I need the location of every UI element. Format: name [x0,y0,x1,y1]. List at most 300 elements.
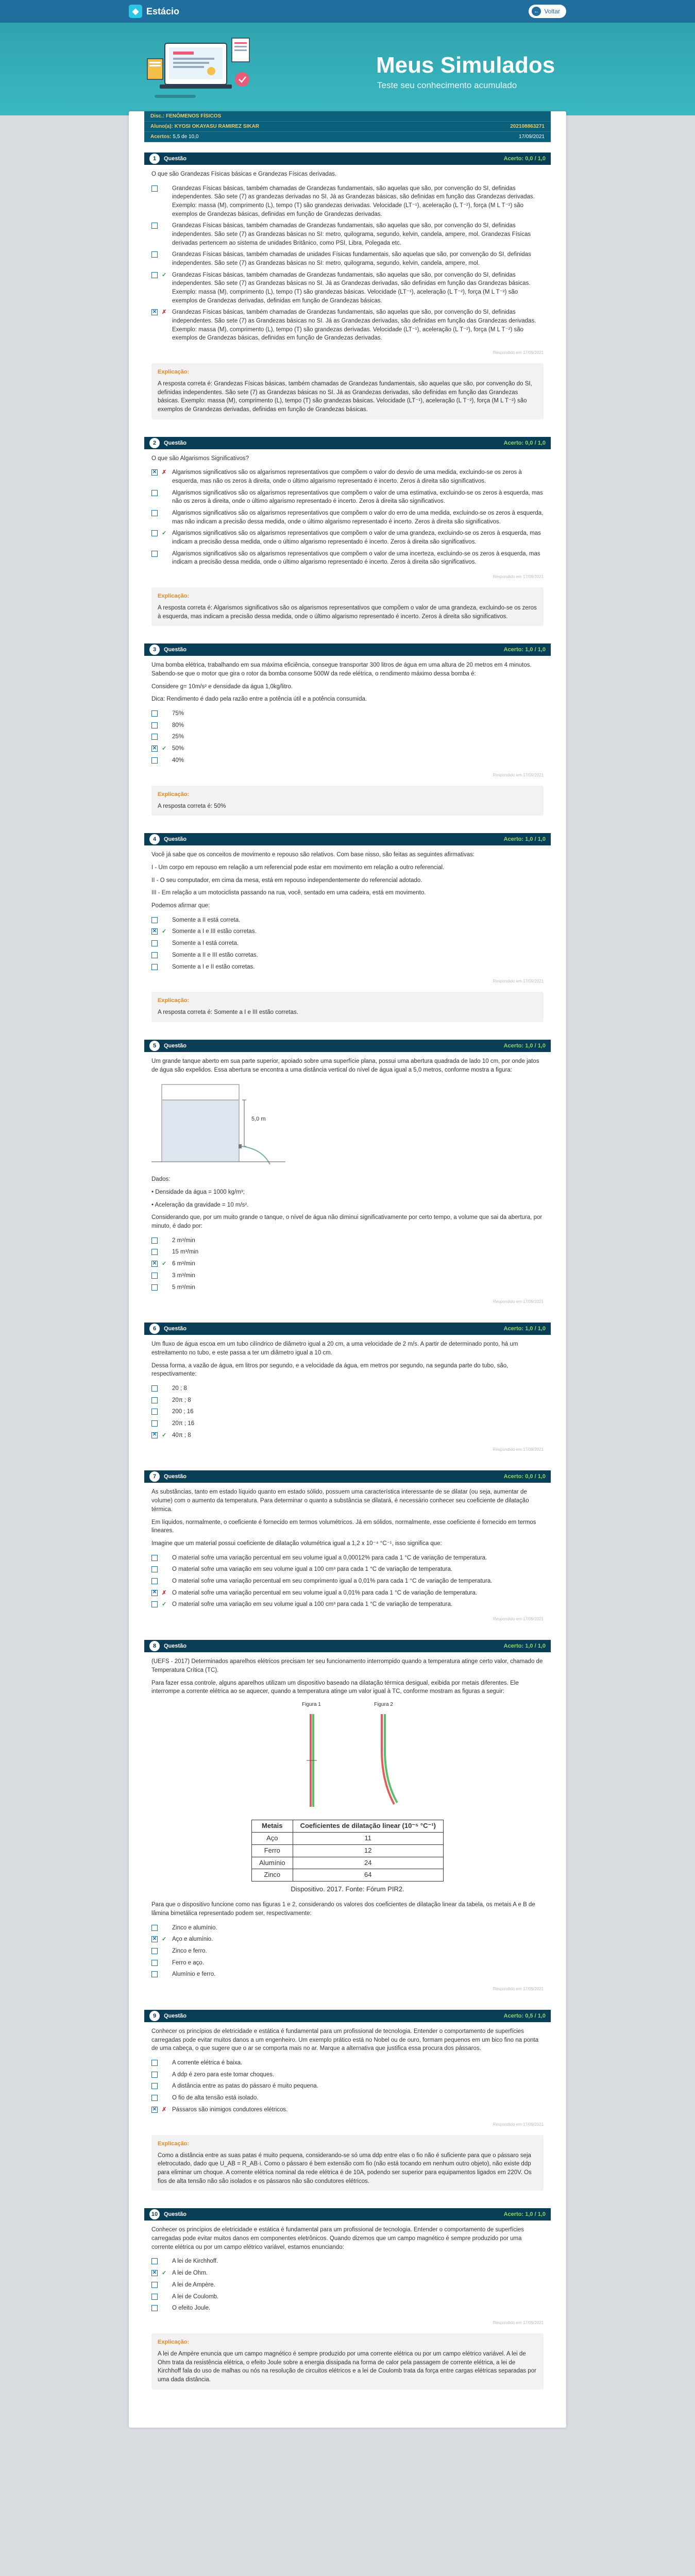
table-cell: 12 [293,1844,443,1857]
answer-option[interactable] [151,2069,544,2081]
answer-checkbox[interactable] [151,2060,158,2066]
table-cell: Ferro [251,1844,293,1857]
answer-checkbox[interactable] [151,272,158,278]
answer-option[interactable] [151,950,544,961]
answer-option-text: 3 m³/min [172,1272,195,1279]
answer-option[interactable] [151,307,544,344]
question-text: Em líquidos, normalmente, o coeficiente é fornecido em termos volumétricos. Já em sólidos, normalmente, esse coeficiente é fornecido em termos lineares. [151,1519,536,1534]
page-subtitle: Teste seu conhecimento acumulado [377,80,517,90]
answer-checkbox[interactable] [151,1948,158,1954]
answer-checkbox[interactable] [151,2294,158,2300]
question-number: 2 [149,438,160,448]
student-label: Aluno(a): [150,124,173,129]
answer-option[interactable] [151,914,544,926]
answered-at: Respondido em 17/09/2021 [493,1299,544,1304]
answer-option[interactable] [151,1246,544,1258]
answer-option[interactable] [151,1552,544,1564]
question-text: I - Um corpo em repouso em relação a um referencial pode estar em movimento em relação a outro referencial. [151,864,445,871]
answer-option-text: 40π ; 8 [172,1432,191,1438]
correct-check-icon: ✓ [162,745,167,752]
answer-option-text: A lei de Coulomb. [172,2293,219,2300]
table-row [251,1844,443,1857]
question-label: Questão [164,2211,187,2218]
answer-option-text: Grandezas Físicas básicas, também chamadas de Grandezas fundamentais, são aquelas que são, por convenção do SI, definidas independentes. São sete (7) as Grandezas básicas no SI. Já as Grandezas derivadas, são definidas em função das Grandezas básicas. Exemplo: massa (M), comprimento (L), tempo (T) são grandezas básicas. Velocidade (LT⁻¹), aceleração (L T⁻²), força (M L T⁻²) são exemplos de Grandezas derivadas, definidas em função de Grandezas básicas. [172,272,531,304]
question-score: Acerto: 1,0 / 1,0 [503,1643,546,1650]
explanation-box [151,587,544,626]
question-text: Conhecer os princípios de eletricidade e estática é fundamental para um profissional de tecnologia. Entender o comportamento de superfícies carregadas pode evitar muitos danos a um engenheiro. Um exemplo prático está no Nobel ou de ouro, formam pequenos em um bico fino na ponta de uma cabeça, o que sugere que o ar se comporta mais no ar. Marque a alternativa que justifica essa procura dos pássaros. [151,2028,539,2052]
answer-checkbox[interactable] [151,1578,158,1584]
answer-option[interactable] [151,269,544,307]
answer-option[interactable] [151,1258,544,1270]
explanation-box [151,2333,544,2389]
answer-option[interactable] [151,1383,544,1395]
answer-option[interactable] [151,1969,544,1980]
question-body [144,1052,551,1298]
answer-option[interactable] [151,467,544,487]
answer-option[interactable] [151,1957,544,1969]
answer-option[interactable] [151,1282,544,1294]
question-block [144,833,551,1022]
answer-option[interactable] [151,1235,544,1247]
question-number: 1 [149,154,160,164]
answer-option-text: 20π ; 8 [172,1397,191,1403]
question-label: Questão [164,1473,187,1480]
main-content [129,111,566,2428]
answer-option[interactable] [151,249,544,269]
question-header [144,1470,551,1483]
answer-option[interactable] [151,183,544,221]
question-number: 8 [149,1641,160,1651]
answer-option[interactable] [151,2291,544,2303]
question-text: As substâncias, tanto em estado líquido quanto em estado sólido, possuem uma característica interessante de se dilatar (ou seja, aumentar de volume) com o aumento da temperatura. Para determinar o quanto a substância se dilatará, é necessário conhecer seu coeficiente de dilatação térmica. [151,1489,529,1513]
answer-option[interactable] [151,743,544,755]
explanation-title: Explicação: [158,791,190,798]
answer-checkbox[interactable] [151,917,158,923]
answer-option[interactable] [151,1934,544,1945]
answer-option[interactable] [151,1922,544,1934]
explanation-text: A resposta correta é: Grandezas Físicas básicas, também chamadas de Grandezas fundamentais, são aquelas que são, por convenção do SI, definidas independentes. São sete (7) as Grandezas básicas no SI. Já as Grandezas derivadas, são definidas em função das Grandezas básicas. Exemplo: massa (M), comprimento (L), tempo (T) são grandezas básicas. Velocidade (LT⁻¹), aceleração (L T⁻²), força (M L T⁻²) são exemplos de Grandezas derivadas, definidas em função de Grandezas básicas. [158,381,532,413]
table-header: Coeficientes de dilatação linear (10⁻⁵ °C⁻¹) [293,1820,443,1833]
answer-checkbox[interactable] [151,1420,158,1427]
answer-option[interactable] [151,2057,544,2069]
answer-checkbox[interactable]: ✕ [152,2106,157,2112]
answer-option-text: O material sofre uma variação percentual em seu volume igual a 0,00012% para cada 1 °C de variação de temperatura. [172,1554,487,1561]
answer-option-text: A corrente elétrica é baixa. [172,2060,243,2066]
question-body [144,2022,551,2121]
answered-at: Respondido em 17/09/2021 [493,772,544,777]
question-number: 5 [149,1041,160,1051]
answered-at: Respondido em 17/09/2021 [493,2320,544,2326]
question-text: Considerando que, por um muito grande o tanque, o nível de água não diminui significativamente por certo tempo, a volume que sai da abertura, por minuto, é dado por: [151,1214,543,1229]
bimetal-strip-icon [291,1709,332,1812]
answer-option-text: Algarismos significativos são os algarismos representativos que compõem o valor do desvio de uma medida, excluindo-se os zeros à esquerda, mas não os zeros à direita, onde o último algarismo representado é incerto. Zeros à direita são significativos. [172,469,522,485]
answer-option[interactable] [151,926,544,938]
answer-option-text: 80% [172,722,184,728]
question-block [144,2208,551,2389]
back-button-label: Voltar [544,8,560,15]
answer-option-text: Zinco e ferro. [172,1948,207,1955]
data-line: • Densidade da água = 1000 kg/m³; [151,1189,245,1195]
answer-checkbox[interactable] [151,251,158,258]
correct-check-icon: ✓ [162,530,167,537]
answer-option[interactable] [151,755,544,767]
hero-banner [0,23,695,115]
question-text: Dica: Rendimento é dado pela razão entre a potência útil e a potência consumida. [151,696,367,703]
question-text: Uma bomba elétrica, trabalhando em sua máxima eficiência, consegue transportar 300 litros de água em uma altura de 20 metros em 4 minutos. Sabendo-se que o motor que gira o rotor da bomba consome 500W da rede elétrica, o rendimento máximo dessa bomba é: [151,662,532,677]
explanation-title: Explicação: [158,997,190,1004]
question-label: Questão [164,836,187,843]
answer-checkbox[interactable] [151,1925,158,1931]
answer-option[interactable] [151,548,544,568]
question-body [144,845,551,978]
answer-option[interactable] [151,2080,544,2092]
student-name: KYOSI OKAYASU RAMIREZ SIKAR [174,124,259,129]
question-body [144,656,551,771]
explanation-text: A resposta correta é: Somente a I e III estão corretas. [158,1009,298,1016]
question-block [144,643,551,816]
answer-checkbox[interactable]: ✕ [152,309,157,315]
question-block [144,1640,551,1992]
explanation-title: Explicação: [158,593,190,600]
discipline-label: Disc.: [150,113,165,119]
questions-list [144,152,551,2389]
answer-checkbox[interactable] [151,964,158,970]
answer-checkbox[interactable] [151,1385,158,1392]
bimetal-strip-icon [363,1709,404,1812]
answer-checkbox[interactable]: ✕ [152,1432,157,1438]
answer-option-text: 50% [172,745,184,752]
answer-option[interactable] [151,1430,544,1442]
answer-checkbox[interactable] [151,223,158,229]
question-header [144,2010,551,2022]
answer-checkbox[interactable] [151,940,158,946]
question-score: Acerto: 0,0 / 1,0 [503,439,546,446]
answer-checkbox[interactable] [151,2282,158,2288]
answer-option-text: O material sofre uma variação percentual em seu comprimento igual a 0,01% para cada 1 °C de variação de temperatura. [172,1578,493,1584]
question-label: Questão [164,1643,187,1650]
table-row [251,1869,443,1882]
answered-at: Respondido em 17/09/2021 [493,2122,544,2127]
answer-option-text: O material sofre uma variação em seu volume igual a 100 cm³ para cada 1 °C de variação de temperatura. [172,1566,453,1573]
question-body [144,1652,551,1986]
answer-option[interactable] [151,2092,544,2104]
question-number: 6 [149,1324,160,1334]
answer-options [151,1235,544,1294]
answered-at: Respondido em 17/09/2021 [493,350,544,355]
arrow-left-icon: ← [532,7,541,16]
answer-checkbox[interactable]: ✕ [152,2269,157,2276]
answer-option-text: Algarismos significativos são os algarismos representativos que compõem o valor de uma estimativa, excluindo-se os zeros à esquerda, mas não os zeros à direita, onde o último algarismo representado é incerto. Zeros à direita são significativos. [172,489,543,505]
answer-option-text: O efeito Joule. [172,2305,211,2312]
answer-checkbox[interactable]: ✕ [152,469,157,476]
question-text: O que são Grandezas Físicas básicas e Grandezas Físicas derivadas. [151,171,337,177]
answer-option[interactable] [151,1406,544,1418]
answer-option[interactable] [151,2302,544,2314]
answer-option-text: Somente a I e II estão corretas. [172,963,255,970]
answer-options [151,914,544,973]
question-text: Imagine que um material possui coeficiente de dilatação volumétrica igual a 1,2 x 10⁻⁴ °C⁻¹, isso significa que: [151,1540,442,1547]
question-block [144,1470,551,1622]
answer-checkbox[interactable] [151,2258,158,2264]
answer-option-text: A lei de Ampère. [172,2282,215,2289]
answer-option[interactable] [151,528,544,548]
answer-options [151,2057,544,2116]
answer-checkbox[interactable] [151,2072,158,2078]
answer-checkbox[interactable] [151,952,158,958]
answer-option-text: 2 m³/min [172,1237,195,1244]
answer-checkbox[interactable]: ✕ [152,1936,157,1942]
correct-check-icon: ✓ [162,1601,167,1608]
answer-checkbox[interactable] [151,757,158,764]
answer-option[interactable] [151,2256,544,2267]
explanation-box [151,2135,544,2191]
answer-checkbox[interactable]: ✕ [152,1589,157,1596]
correct-check-icon: ✓ [162,1432,167,1438]
answer-option-text: Aço e alumínio. [172,1936,213,1943]
answered-at: Respondido em 17/09/2021 [493,979,544,984]
question-score: Acerto: 0,0 / 1,0 [503,156,546,162]
tank-diagram-icon [151,1079,285,1167]
correct-check-icon: ✓ [162,272,167,278]
answer-checkbox[interactable]: ✕ [152,745,157,751]
answer-option-text: A ddp é zero para este tomar choques. [172,2071,275,2078]
wrong-x-icon: ✗ [162,309,167,316]
table-header: Metais [251,1820,293,1833]
answer-checkbox[interactable] [151,185,158,192]
answer-option[interactable] [151,1599,544,1611]
question-text: O que são Algarismos Significativos? [151,455,249,462]
question-text: Um grande tanque aberto em sua parte superior, apoiado sobre uma superfície plana, possui uma abertura quadrada de lado 10 cm, por onde jatos de água são expelidos. Essa abertura se encontra a uma distância vertical do nível de água igual a 5,0 metros, conforme mostra a figura: [151,1058,539,1073]
bimetal-figure-2 [363,1701,404,1815]
explanation-title: Explicação: [158,369,190,376]
answer-option[interactable] [151,1945,544,1957]
answer-option-text: O fio de alta tensão está isolado. [172,2095,259,2102]
question-text: Podemos afirmar que: [151,903,210,909]
table-cell: Alumínio [251,1857,293,1869]
answer-option-text: A lei de Kirchhoff. [172,2258,218,2265]
answer-option-text: Grandezas Físicas básicas, também chamadas de Grandezas fundamentais, são aquelas que são, por convenção do SI, definidas independentes. São sete (7) as Grandezas básicas no SI. Já as Grandezas derivadas, são definidas em função das Grandezas derivadas. Exemplo: massa (M), comprimento (L), tempo (T) são grandezas derivadas. Velocidade (LT⁻¹), aceleração (L T⁻²), força (M L T⁻²) são exemplos de Grandezas básicas, definidas em função de Grandezas derivadas. [172,309,536,342]
question-score: Acerto: 0,0 / 1,0 [503,1473,546,1480]
answer-option[interactable] [151,938,544,950]
question-block [144,1323,551,1453]
discipline-value: FENÔMENOS FÍSICOS [166,113,222,119]
back-button[interactable] [529,5,566,18]
question-header [144,437,551,449]
question-body [144,2221,551,2319]
answer-checkbox[interactable] [151,722,158,728]
answer-checkbox[interactable] [151,734,158,740]
answer-option[interactable] [151,708,544,720]
answer-option-text: Alumínio e ferro. [172,1971,216,1978]
answer-option[interactable] [151,1575,544,1587]
question-block [144,1040,551,1305]
explanation-text: A lei de Ampère enuncia que um campo magnético é sempre produzido por uma corrente elétrica ou por um campo elétrico variável. A lei de Ohm trata da resistência elétrica, o efeito Joule sobre a energia dissipada na forma de calor pela passagem de corrente elétrica, a lei de Kirchhoff fala do uso de malhas ou nós na resolução de circuitos elétricos e a lei de Coulomb trata da força entre cargas elétricas separadas por uma dada distância. [158,2350,536,2383]
answer-option-text: Somente a I está correta. [172,940,239,947]
answer-option-text: O material sofre uma variação percentual em seu volume igual a 0,01% para cada 1 °C de variação de temperatura. [172,1589,478,1596]
answer-checkbox[interactable] [151,1555,158,1561]
question-score: Acerto: 1,0 / 1,0 [503,1326,546,1332]
answer-checkbox[interactable] [151,2305,158,2311]
question-body [144,1335,551,1446]
answer-checkbox[interactable] [151,490,158,496]
question-number: 10 [149,2209,160,2219]
answer-options [151,183,544,344]
answer-option-text: 40% [172,757,184,764]
answer-option-text: Grandezas Físicas básicas, também chamadas de Grandezas fundamentais, são aquelas que são, por convenção do SI, definidas independentes. São sete (7) as grandezas derivadas no SI. Já as Grandezas básicas, são definidas em função das Grandezas derivadas. Exemplo: massa (M), comprimento (L), tempo (T) são grandezas derivadas. Velocidade (LT⁻¹), aceleração (L T⁻²), força (M L T⁻²) são exemplos de Grandezas básicas, definidas em função de Grandezas derivadas. [172,185,535,217]
table-cell: Aço [251,1832,293,1844]
explanation-text: Como a distância entre as suas patas é muito pequena, considerando-se só uma ddp entre elas o fio não é suficiente para que o pássaro seja eletrocutado, dado que U_AB = R_AB·i. Como o pássaro é bem extensão com fio (não está tocando em nenhum outro objeto), não existe ddp para eliminar um choque. A corrente elétrica nominal da rede elétrica é de 10A, podendo ser superior para equipamentos ligados em 220V. Os fios de alta tensão não são isolados e os pássaros não são condutores elétricos. [158,2152,532,2184]
data-line: • Aceleração da gravidade = 10 m/s². [151,1201,249,1208]
answer-option[interactable] [151,1395,544,1406]
answer-checkbox[interactable] [151,1960,158,1966]
answer-checkbox[interactable]: ✕ [152,928,157,935]
wrong-x-icon: ✗ [162,1589,167,1596]
answer-option-text: 5 m³/min [172,1284,195,1291]
question-score: Acerto: 0,5 / 1,0 [503,2013,546,2020]
answer-option[interactable] [151,2279,544,2291]
question-number: 9 [149,2011,160,2021]
answer-checkbox[interactable] [151,1249,158,1255]
question-label: Questão [164,1042,187,1049]
question-header [144,152,551,165]
table-row [251,1832,443,1844]
answer-option-text: 75% [172,710,184,717]
figure-caption: Dispositivo. 2017. Fonte: Fórum PIR2. [291,1885,404,1893]
question-text: Para fazer essa controle, alguns aparelhos utilizam um dispositivo baseado na dilatação térmica desigual, exibida por metais diferentes. Ele interrompe a corrente elétrica ao se aquecer, quando a temperatura atinge um valor igual à TC, conforme mostram as figuras a seguir: [151,1680,519,1695]
question-block [144,2010,551,2191]
answer-options [151,2256,544,2314]
answer-option[interactable] [151,731,544,743]
answer-option-text: Grandezas Físicas básicas, também chamadas de unidades Físicas fundamentais, são aquelas que são, por convenção do SI, definidas independentes. São sete (7) as Grandezas básicas no SI: metro, quilograma, segundo, kelvin, candela, ampere, mol. [172,251,531,267]
answer-option-text: O material sofre uma variação em seu volume igual a 100 cm³ para cada 1 °C de variação de temperatura. [172,1601,453,1608]
tank-figure [151,1079,544,1170]
question-label: Questão [164,156,187,162]
answer-option-text: 15 m³/min [172,1249,199,1256]
answer-option[interactable] [151,487,544,507]
answer-option[interactable] [151,2267,544,2279]
answer-checkbox[interactable] [151,510,158,516]
table-cell: 24 [293,1857,443,1869]
question-score: Acerto: 1,0 / 1,0 [503,1042,546,1049]
question-score: Acerto: 1,0 / 1,0 [503,647,546,653]
answer-option[interactable] [151,1564,544,1575]
question-header [144,1640,551,1652]
student-id: 202108863271 [510,124,545,129]
question-header [144,643,551,656]
answered-at: Respondido em 17/09/2021 [493,1987,544,1992]
answer-checkbox[interactable] [151,1273,158,1279]
explanation-box [151,786,544,816]
table-cell: Zinco [251,1869,293,1882]
answer-checkbox[interactable] [151,1409,158,1415]
answered-at: Respondido em 17/09/2021 [493,1617,544,1622]
answer-option-text: 20π ; 16 [172,1420,195,1427]
bimetal-figure [151,1701,544,1815]
answer-options [151,1383,544,1442]
score-label: Acertos: [150,134,172,140]
correct-check-icon: ✓ [162,928,167,935]
correct-check-icon: ✓ [162,1936,167,1943]
answer-checkbox[interactable] [151,2095,158,2101]
answer-option[interactable] [151,1270,544,1282]
answer-options [151,1552,544,1611]
answer-option[interactable] [151,720,544,732]
answer-checkbox[interactable] [151,1601,158,1607]
question-text: Conhecer os princípios de eletricidade e estática é fundamental para um profissional de tecnologia. Entender o comportamento de superfícies carregadas pode evitar muitos danos em componentes eletrônicos. Quando dizemos que um campo magnético é sempre produzido por uma corrente elétrica ou por um campo elétrico variável, estamos enunciando: [151,2227,524,2250]
answer-option-text: 6 m³/min [172,1260,195,1267]
data-title: Dados: [151,1176,171,1183]
answer-checkbox[interactable] [151,2083,158,2089]
answer-checkbox[interactable] [151,1566,158,1572]
score-value: 5,5 de 10,0 [173,134,199,140]
answer-checkbox[interactable] [151,1238,158,1244]
answer-option-text: 25% [172,734,184,740]
question-number: 7 [149,1471,160,1482]
question-text: III - Em relação a um motociclista passando na rua, você, sentado em uma cadeira, está em movimento. [151,890,426,896]
top-navigation-bar [0,0,695,23]
answer-checkbox[interactable] [151,710,158,717]
answer-option-text: Somente a II e III estão corretas. [172,952,258,958]
question-text: (UEFS - 2017) Determinados aparelhos elétricos precisam ter seu funcionamento interrompido quando a temperatura atinge certo valor, chamado de Temperatura Crítica (TC). [151,1658,543,1674]
question-body [144,449,551,573]
explanation-text: A resposta correta é: Algarismos significativos são os algarismos representativos que compõem o valor de uma grandeza, excluindo-se os zeros à esquerda, mas indicam a precisão dessa medida, onde o último algarismo representado é incerto. Zeros à direita são significativos. [158,605,537,620]
question-header [144,833,551,845]
answer-option[interactable] [151,961,544,973]
question-text: Você já sabe que os conceitos de movimento e repouso são relativos. Com base nisso, são feitas as seguintes afirmativas: [151,852,475,858]
question-label: Questão [164,2013,187,2020]
answer-option-text: A distância entre as patas do pássaro é muito pequena. [172,2083,318,2090]
question-text: II - O seu computador, em cima da mesa, está em repouso independentemente do referencial adotado. [151,877,422,884]
answer-checkbox[interactable] [151,1284,158,1291]
answer-option[interactable] [151,1418,544,1430]
answer-option-text: 20 ; 8 [172,1385,187,1392]
question-block [144,437,551,626]
answer-option-text: Algarismos significativos são os algarismos representativos que compõem o valor de uma grandeza, excluindo-se os zeros à esquerda, mas indicam a precisão dessa medida, onde o último algarismo representado é incerto. Zeros à direita são significativos. [172,530,541,546]
answer-option-text: Algarismos significativos são os algarismos representativos que compõem o valor de uma incerteza, excluindo-se os zeros à esquerda, mas indicam a precisão dessa medida, onde o último algarismo representado é incerto. Zeros à direita são significativos. [172,550,540,566]
explanation-title: Explicação: [158,2339,190,2346]
answered-at: Respondido em 17/09/2021 [493,1447,544,1452]
table-row [251,1857,443,1869]
answer-checkbox[interactable]: ✕ [152,1260,157,1266]
question-body [144,165,551,349]
answer-checkbox[interactable] [151,530,158,536]
question-text: Um fluxo de água escoa em um tubo cilíndrico de diâmetro igual a 20 cm, a uma velocidade de 2 m/s. A partir de determinado ponto, há um estreitamento no tubo, e este passa a ter um diâmetro igual a 10 cm. [151,1341,518,1356]
correct-check-icon: ✓ [162,1260,167,1267]
answer-options [151,467,544,568]
answer-options [151,1922,544,1981]
answer-checkbox[interactable] [151,1971,158,1977]
question-body [144,1483,551,1616]
answer-option[interactable] [151,220,544,249]
question-text: Dessa forma, a vazão de água, em litros por segundo, e a velocidade da água, em metros por segundo, na segunda parte do tubo, são, respectivamente: [151,1362,508,1378]
tank-height-label: 5,0 m [251,1116,266,1123]
question-label: Questão [164,647,187,653]
answer-option[interactable] [151,507,544,528]
estacio-logo-icon: ◆ [129,5,142,18]
figure-label: Figura 1 [302,1702,321,1708]
page-title: Meus Simulados [376,53,555,78]
answer-option[interactable] [151,2104,544,2116]
question-text: Para que o dispositivo funcione como nas figuras 1 e 2, considerando os valores dos coeficientes de dilatação linear da tabela, os metais A e B de lâmina bimetálica representado podem ser, respectivamente: [151,1902,535,1917]
explanation-box [151,992,544,1022]
correct-check-icon: ✓ [162,2270,167,2277]
answer-checkbox[interactable] [151,1397,158,1403]
brand[interactable] [129,5,179,18]
answer-option-text: Ferro e aço. [172,1959,204,1966]
answer-option[interactable] [151,1587,544,1599]
brand-name: Estácio [146,6,180,16]
answer-checkbox[interactable] [151,551,158,557]
